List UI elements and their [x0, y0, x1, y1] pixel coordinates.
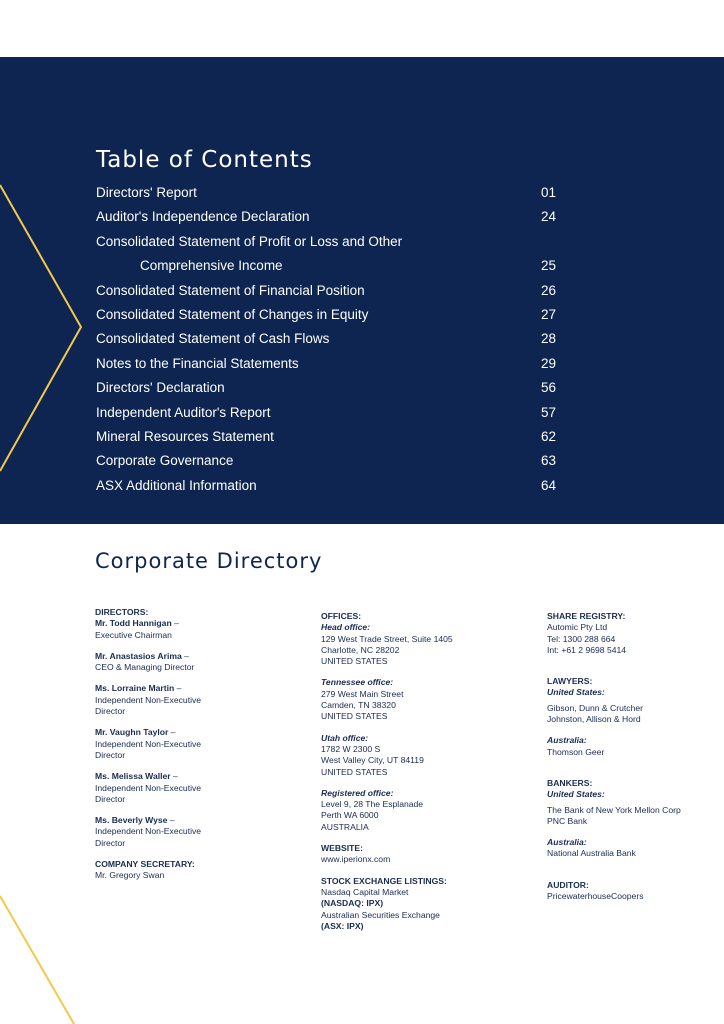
website-link[interactable]: www.iperionx.com [321, 854, 391, 865]
dash: – [168, 727, 176, 738]
website-entry [321, 843, 521, 866]
registry-entry [547, 611, 717, 656]
director-role: Director [95, 749, 126, 760]
directory-title: Corporate Directory [95, 549, 323, 573]
toc-item[interactable] [96, 476, 556, 500]
toc-item-title: Notes to the Financial Statements [96, 355, 299, 371]
directors-column [95, 607, 295, 882]
office-label: Tennessee office: [321, 677, 394, 688]
director-entry [95, 683, 295, 717]
director-name: Mr. Todd Hannigan [95, 618, 172, 629]
office-line: AUSTRALIA [321, 821, 369, 832]
toc-item-page: 64 [540, 477, 556, 493]
director-name: Ms. Lorraine Martin [95, 683, 175, 694]
director-entry [95, 727, 295, 761]
office-entry [321, 677, 521, 722]
toc-item[interactable] [96, 403, 556, 427]
director-role: Director [95, 793, 126, 804]
director-entry [95, 815, 295, 849]
director-role: Independent Non-Executive [95, 826, 202, 837]
toc-list [96, 183, 556, 500]
toc-item-title: Independent Auditor's Report [96, 404, 271, 420]
toc-panel [0, 57, 724, 524]
toc-item[interactable] [96, 183, 556, 207]
office-line: Camden, TN 38320 [321, 700, 396, 711]
bankers-line: The Bank of New York Mellon Corp [547, 804, 681, 815]
registry-line: Automic Pty Ltd [547, 622, 608, 633]
office-line: West Valley City, UT 84119 [321, 755, 424, 766]
exchange-code: (ASX: IPX) [321, 920, 364, 931]
toc-item[interactable] [96, 378, 556, 402]
auditor-heading: AUDITOR: [547, 879, 589, 890]
listings-heading: STOCK EXCHANGE LISTINGS: [321, 875, 447, 886]
director-name: Ms. Melissa Waller [95, 771, 171, 782]
director-role: Independent Non-Executive [95, 738, 202, 749]
toc-item-page: 28 [540, 331, 556, 347]
office-line: UNITED STATES [321, 711, 388, 722]
toc-item-page: 01 [540, 185, 556, 200]
office-entry [321, 733, 521, 778]
office-label: Head office: [321, 622, 371, 633]
toc-item-title: Mineral Resources Statement [96, 428, 274, 444]
lawyers-line: Johnston, Allison & Hord [547, 714, 641, 725]
toc-item-title: Comprehensive Income [140, 258, 283, 274]
lawyers-line: Gibson, Dunn & Crutcher [547, 702, 644, 713]
registry-line: Int: +61 2 9698 5414 [547, 644, 627, 655]
office-line: Charlotte, NC 28202 [321, 644, 400, 655]
toc-item-page: 25 [540, 258, 556, 274]
toc-item[interactable] [96, 305, 556, 329]
toc-item-page: 24 [540, 209, 556, 225]
director-role: Independent Non-Executive [95, 782, 202, 793]
toc-item-page: 29 [540, 355, 556, 371]
toc-item[interactable] [96, 329, 556, 353]
lawyers-au-label: Australia: [547, 735, 587, 746]
director-entry [95, 651, 295, 674]
office-line: Level 9, 28 The Esplanade [321, 799, 424, 810]
toc-item-title: Consolidated Statement of Financial Position [96, 282, 365, 298]
toc-item-page: 62 [540, 428, 556, 444]
toc-item-page: 63 [540, 453, 556, 469]
toc-item[interactable] [96, 207, 556, 231]
dash: – [170, 771, 178, 782]
toc-item[interactable] [96, 232, 556, 256]
director-role: Independent Non-Executive [95, 694, 202, 705]
lawyers-heading: LAWYERS: [547, 676, 593, 687]
registry-line: Tel: 1300 288 664 [547, 633, 616, 644]
secretary-name: Mr. Gregory Swan [95, 870, 165, 881]
registry-heading: SHARE REGISTRY: [547, 611, 626, 621]
bankers-heading: BANKERS: [547, 777, 593, 788]
toc-item[interactable] [96, 427, 556, 451]
toc-item-page: 26 [540, 282, 556, 298]
dash: – [181, 650, 189, 661]
toc-item-page: 27 [540, 306, 556, 322]
exchange-code: (NASDAQ: IPX) [321, 898, 384, 909]
bankers-us-label: United States: [547, 789, 605, 800]
toc-item-title: Auditor's Independence Declaration [96, 209, 310, 225]
auditor-name: PricewaterhouseCoopers [547, 891, 644, 902]
dash: – [167, 815, 175, 826]
lawyers-line: Thomson Geer [547, 746, 605, 757]
office-entry [321, 622, 521, 667]
toc-item-page: 56 [540, 380, 556, 396]
offices-column [321, 611, 521, 932]
office-label: Registered office: [321, 787, 394, 798]
office-line: Perth WA 6000 [321, 810, 379, 821]
toc-item-title: Corporate Governance [96, 453, 234, 469]
toc-item-page: 57 [540, 404, 556, 420]
office-entry [321, 788, 521, 833]
auditor-entry [547, 880, 717, 903]
toc-item-title: Consolidated Statement of Profit or Loss and Other [96, 233, 403, 249]
toc-item-title: Consolidated Statement of Cash Flows [96, 331, 330, 347]
director-name: Ms. Beverly Wyse [95, 815, 168, 826]
office-line: UNITED STATES [321, 656, 388, 667]
director-name: Mr. Anastasios Arima [95, 650, 182, 661]
toc-item-title: ASX Additional Information [96, 477, 257, 493]
toc-title: Table of Contents [96, 147, 313, 173]
director-role: Director [95, 837, 126, 848]
secretary-heading: COMPANY SECRETARY: [95, 859, 195, 870]
office-line: UNITED STATES [321, 766, 388, 777]
director-entry [95, 771, 295, 805]
dash: – [174, 683, 182, 694]
toc-item[interactable] [96, 451, 556, 475]
office-line: 279 West Main Street [321, 688, 404, 699]
bankers-entry [547, 778, 717, 860]
exchange-name: Australian Securities Exchange [321, 909, 440, 920]
listings-entry [321, 876, 521, 932]
director-entry [95, 618, 295, 641]
bankers-au-label: Australia: [547, 837, 587, 848]
toc-item-title: Directors' Report [96, 185, 197, 200]
toc-item-title: Directors' Declaration [96, 380, 225, 396]
toc-item[interactable] [96, 281, 556, 305]
offices-heading: OFFICES: [321, 611, 362, 621]
office-line: 129 West Trade Street, Suite 1405 [321, 633, 453, 644]
director-role: Director [95, 706, 126, 717]
dash: – [171, 618, 179, 629]
toc-item-title: Consolidated Statement of Changes in Equity [96, 306, 369, 322]
bankers-line: National Australia Bank [547, 848, 636, 859]
director-role: CEO & Managing Director [95, 662, 195, 673]
lawyers-us-label: United States: [547, 687, 605, 698]
director-role: Executive Chairman [95, 629, 172, 640]
advisers-column [547, 611, 717, 902]
exchange-name: Nasdaq Capital Market [321, 886, 409, 897]
office-label: Utah office: [321, 732, 369, 743]
directors-heading: DIRECTORS: [95, 607, 149, 617]
website-heading: WEBSITE: [321, 843, 364, 854]
office-line: 1782 W 2300 S [321, 743, 381, 754]
bankers-line: PNC Bank [547, 815, 588, 826]
toc-item[interactable] [96, 354, 556, 378]
lawyers-entry [547, 676, 717, 758]
toc-item[interactable] [96, 256, 556, 280]
director-name: Mr. Vaughn Taylor [95, 727, 169, 738]
